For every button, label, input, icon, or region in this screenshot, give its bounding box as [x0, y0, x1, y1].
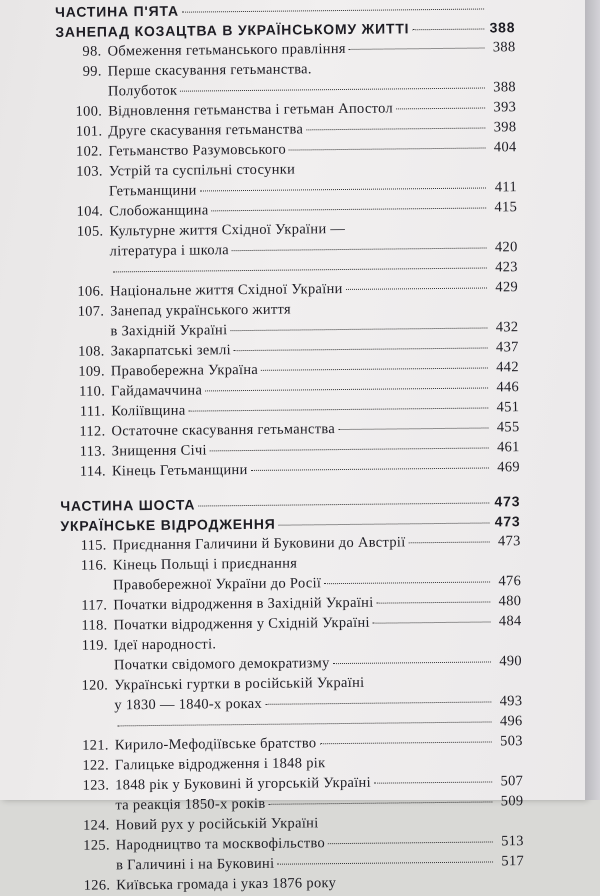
part-heading-title: ЧАСТИНА П'ЯТА	[55, 1, 179, 22]
entry-number	[63, 729, 115, 730]
leader-dots	[113, 267, 487, 272]
leader-dots	[212, 207, 487, 211]
entry-title: Галицьке відродження і 1848 рік	[115, 753, 326, 775]
entry-title: Занепад українського життя	[110, 300, 291, 322]
leader-dots	[180, 88, 485, 92]
entry-number: 118.	[61, 615, 113, 636]
leader-dots	[205, 387, 488, 391]
leader-dots	[189, 407, 489, 411]
leader-dots	[234, 347, 488, 351]
leader-dots	[251, 467, 489, 470]
entry-page: 432	[490, 317, 518, 337]
entry-page: 437	[491, 337, 519, 357]
entry-page: 423	[490, 257, 518, 277]
entry-page: 493	[494, 691, 522, 711]
entry-title: Правобережна Україна	[111, 360, 258, 382]
entry-title: Кирило-Мефодіївське братство	[115, 733, 317, 755]
entry-number	[57, 195, 109, 196]
leader-dots	[279, 522, 490, 525]
leader-dots	[319, 741, 491, 744]
entry-number: 101.	[56, 121, 108, 142]
entry-number	[62, 709, 114, 710]
entry-page: 513	[496, 831, 524, 851]
leader-dots	[261, 367, 488, 370]
entry-number: 122.	[63, 755, 115, 776]
entry-number: 114.	[60, 461, 112, 482]
entry-title: Перше скасування гетьманства.	[108, 59, 312, 81]
entry-page: 480	[493, 591, 521, 611]
entry-page: 442	[491, 357, 519, 377]
leader-dots	[396, 108, 485, 110]
entry-number	[62, 669, 114, 670]
entry-title: Відновлення гетьманства і гетьман Апостол	[108, 98, 393, 121]
leader-dots	[346, 287, 487, 289]
entry-page: 503	[495, 731, 523, 751]
entry-title: Початки відродження у Східній Україні	[113, 613, 369, 636]
entry-number	[56, 95, 108, 96]
entry-page: 451	[491, 397, 519, 417]
page-edge	[585, 0, 600, 800]
entry-page: 484	[493, 611, 521, 631]
entry-number: 113.	[60, 441, 112, 462]
entry-number: 100.	[56, 101, 108, 122]
entry-title: Новий рух у російській Україні	[116, 813, 319, 835]
entry-number: 108.	[59, 341, 111, 362]
entry-number	[64, 869, 116, 870]
entry-title: Гайдамаччина	[111, 380, 202, 401]
entry-title: в Західній Україні	[110, 320, 227, 341]
entry-number: 117.	[61, 595, 113, 616]
entry-number: 120.	[62, 675, 114, 696]
entry-number: 111.	[59, 401, 111, 422]
leader-dots	[328, 841, 493, 844]
entry-page: 455	[491, 417, 519, 437]
part-subheading-page: 388	[487, 17, 515, 37]
table-of-contents	[55, 0, 524, 896]
entry-page: 517	[496, 851, 524, 871]
leader-dots	[333, 661, 491, 664]
leader-dots	[373, 621, 491, 623]
part-subheading-title: УКРАЇНСЬКЕ ВІДРОДЖЕННЯ	[60, 514, 275, 536]
entry-number	[61, 589, 113, 590]
leader-dots	[198, 502, 489, 506]
entry-title: Київська громада і указ 1876 року	[116, 873, 336, 895]
entry-page: 393	[488, 97, 516, 117]
entry-title: Початки свідомого демократизму	[114, 653, 330, 675]
entry-page: 461	[492, 437, 520, 457]
leader-dots	[412, 29, 484, 31]
entry-title: Національне життя Східної України	[110, 279, 343, 301]
entry-number: 110.	[59, 381, 111, 402]
entry-title: Культурне життя Східної України —	[109, 219, 345, 241]
entry-title: у 1830 — 1840-х роках	[114, 694, 262, 716]
entry-page: 429	[490, 277, 518, 297]
entry-number: 109.	[59, 361, 111, 382]
entry-number	[58, 335, 110, 336]
leader-dots	[232, 247, 487, 251]
leader-dots	[277, 861, 493, 864]
entry-number: 105.	[57, 221, 109, 242]
entry-title: 1848 рік у Буковині й угорській Україні	[115, 773, 371, 796]
entry-number: 123.	[63, 775, 115, 796]
entry-number: 103.	[57, 161, 109, 182]
leader-dots	[374, 781, 492, 783]
entry-page: 476	[493, 571, 521, 591]
entry-page: 404	[488, 137, 516, 157]
leader-dots	[289, 147, 486, 150]
entry-page: 446	[491, 377, 519, 397]
leader-dots	[306, 128, 485, 131]
part-subheading-page: 473	[492, 511, 520, 531]
entry-number: 106.	[58, 281, 110, 302]
entry-title: Полуботок	[108, 81, 178, 102]
entry-page: 415	[489, 197, 517, 217]
entry-title: Знищення Січі	[112, 440, 207, 461]
leader-dots	[409, 541, 490, 543]
entry-title: та реакція 1850-х років	[115, 794, 265, 816]
entry-title: Гетьманщини	[109, 181, 197, 202]
entry-title: Закарпатські землі	[111, 340, 231, 361]
entry-page: 507	[495, 771, 523, 791]
entry-title: Гетьманство Разумовського	[108, 140, 286, 162]
entry-title: Початки відродження в Західній Україні	[113, 593, 373, 616]
entry-number	[58, 255, 110, 256]
leader-dots	[338, 427, 488, 430]
leader-dots	[268, 801, 492, 804]
entry-title: Коліївщина	[111, 401, 185, 422]
entry-title: Обмеження гетьманського правління	[107, 39, 346, 61]
entry-page: 496	[494, 711, 522, 731]
entry-number: 107.	[58, 301, 110, 322]
entry-number	[58, 275, 110, 276]
entry-page: 469	[492, 457, 520, 477]
entry-title: Друге скасування гетьманства	[108, 119, 303, 141]
leader-dots	[377, 601, 491, 603]
entry-page: 388	[487, 37, 515, 57]
entry-number: 116.	[61, 555, 113, 576]
entry-number: 99.	[56, 61, 108, 82]
entry-title: Правобережної України до Росії	[113, 573, 321, 595]
entry-number	[63, 809, 115, 810]
entry-title: Кінець Гетьманщини	[112, 460, 248, 481]
entry-title: література і школа	[110, 240, 230, 261]
entry-title: Устрій та суспільні стосунки	[109, 159, 296, 181]
entry-number: 124.	[64, 815, 116, 836]
entry-number: 125.	[64, 835, 116, 856]
entry-page: 398	[488, 117, 516, 137]
leader-dots	[230, 327, 487, 331]
entry-page: 490	[494, 651, 522, 671]
entry-title: Слобожанщина	[109, 200, 209, 221]
leader-dots	[182, 9, 484, 13]
leader-dots	[324, 581, 490, 584]
leader-dots	[349, 48, 485, 50]
entry-page: 420	[489, 237, 517, 257]
part-subheading-title: ЗАНЕПАД КОЗАЦТВА В УКРАЇНСЬКОМУ ЖИТТІ	[55, 18, 409, 42]
entry-title: Народництво та москвофільство	[116, 833, 325, 855]
entry-number: 115.	[61, 535, 113, 556]
part-heading-title: ЧАСТИНА ШОСТА	[60, 495, 195, 516]
entry-number: 98.	[55, 41, 107, 62]
entry-page: 509	[495, 791, 523, 811]
entry-page: 411	[489, 177, 517, 197]
part-heading-page: 473	[492, 491, 520, 511]
leader-dots	[265, 701, 491, 704]
entry-number: 121.	[63, 735, 115, 756]
entry-page: 473	[493, 531, 521, 551]
entry-number: 119.	[62, 635, 114, 656]
entry-title: в Галичині і на Буковині	[116, 854, 275, 876]
leader-dots	[118, 721, 492, 726]
entry-page: 388	[488, 77, 516, 97]
entry-title: Приєднання Галичини й Буковини до Австрії	[113, 532, 406, 555]
entry-number: 104.	[57, 201, 109, 222]
toc-entry	[64, 871, 524, 896]
entry-number: 126.	[64, 875, 116, 896]
leader-dots	[200, 187, 486, 191]
leader-dots	[210, 447, 489, 451]
entry-number: 102.	[56, 141, 108, 162]
entry-title: Українські гуртки в російській Україні	[114, 673, 364, 696]
entry-number: 112.	[59, 421, 111, 442]
entry-title: Кінець Польщі і приєднання	[113, 553, 298, 575]
entry-title: Ідеї народності.	[114, 634, 217, 655]
entry-title: Остаточне скасування гетьманства	[111, 419, 335, 441]
